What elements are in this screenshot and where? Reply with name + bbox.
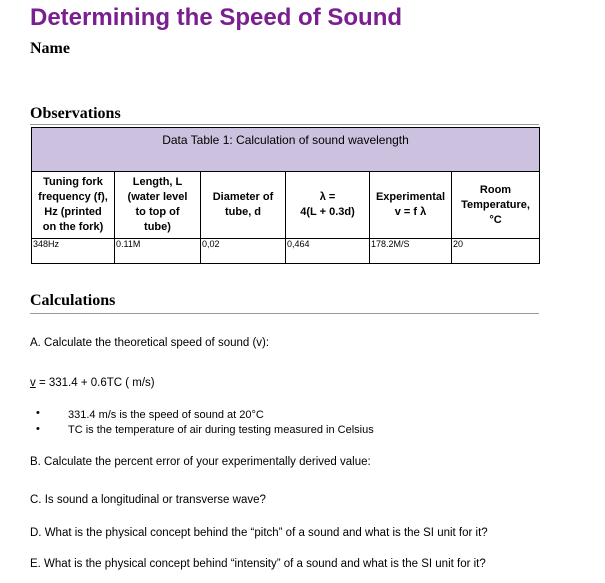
column-header-line: Temperature, bbox=[461, 198, 530, 211]
name-label: Name bbox=[30, 40, 70, 57]
column-header-line: Length, L bbox=[132, 176, 183, 188]
column-header-line: Tuning fork bbox=[43, 176, 103, 188]
bullet-icon: • bbox=[36, 423, 40, 435]
column-header-line: frequency (f), bbox=[38, 191, 108, 203]
column-header-line: v = f λ bbox=[394, 206, 427, 218]
table-caption: Data Table 1: Calculation of sound wavelength bbox=[32, 128, 540, 172]
column-header-line: λ = bbox=[319, 191, 336, 203]
column-header-line: Experimental bbox=[375, 191, 446, 203]
calculations-heading: Calculations bbox=[30, 292, 116, 309]
column-header-line: Hz (printed bbox=[44, 206, 102, 218]
column-header-line: 4(L + 0.3d) bbox=[300, 206, 355, 218]
column-header-line: tube, d bbox=[224, 206, 262, 218]
column-header-line: Diameter of bbox=[212, 191, 274, 203]
column-header-line: Room bbox=[479, 183, 512, 196]
column-header-line: to top of bbox=[135, 206, 180, 218]
page-title: Determining the Speed of Sound bbox=[30, 4, 403, 31]
column-header-line: tube) bbox=[144, 221, 171, 233]
question-e: E. What is the physical concept behind “intensity” of a sound and what is the SI unit for it? bbox=[30, 558, 486, 570]
bullet-icon: • bbox=[36, 407, 40, 419]
data-table bbox=[31, 127, 540, 264]
bullet-item: TC is the temperature of air during testing measured in Celsius bbox=[68, 424, 374, 436]
formula-expression: = 331.4 + 0.6TC ( m/s) bbox=[35, 377, 155, 389]
question-c: C. Is sound a longitudinal or transverse wave? bbox=[30, 494, 266, 506]
column-header bbox=[201, 172, 286, 239]
table-cell: 0,464 bbox=[286, 239, 370, 264]
bullet-item: 331.4 m/s is the speed of sound at 20°C bbox=[68, 409, 264, 421]
column-header bbox=[286, 172, 370, 239]
column-header bbox=[370, 172, 452, 239]
column-header-line: on the fork) bbox=[42, 221, 104, 233]
column-header bbox=[115, 172, 201, 239]
column-header bbox=[32, 172, 115, 239]
column-header-line: °C bbox=[489, 213, 502, 226]
column-header bbox=[452, 172, 540, 239]
table-cell: 178.2M/S bbox=[370, 239, 452, 264]
calculations-rule bbox=[30, 313, 539, 314]
table-cell: 0.11M bbox=[115, 239, 201, 264]
formula-variable: v bbox=[30, 377, 36, 389]
observations-heading: Observations bbox=[30, 105, 121, 122]
question-d: D. What is the physical concept behind the “pitch” of a sound and what is the SI unit for it? bbox=[30, 527, 488, 539]
table-row bbox=[32, 239, 540, 264]
observations-rule bbox=[30, 124, 539, 125]
question-a: A. Calculate the theoretical speed of sound (v): bbox=[30, 337, 270, 349]
table-cell: 348Hz bbox=[32, 239, 115, 264]
column-header-line: (water level bbox=[127, 191, 188, 203]
table-cell: 20 bbox=[452, 239, 540, 264]
table-cell: 0,02 bbox=[201, 239, 286, 264]
table-header-row bbox=[32, 172, 540, 239]
formula bbox=[30, 377, 155, 389]
question-b: B. Calculate the percent error of your experimentally derived value: bbox=[30, 456, 371, 468]
